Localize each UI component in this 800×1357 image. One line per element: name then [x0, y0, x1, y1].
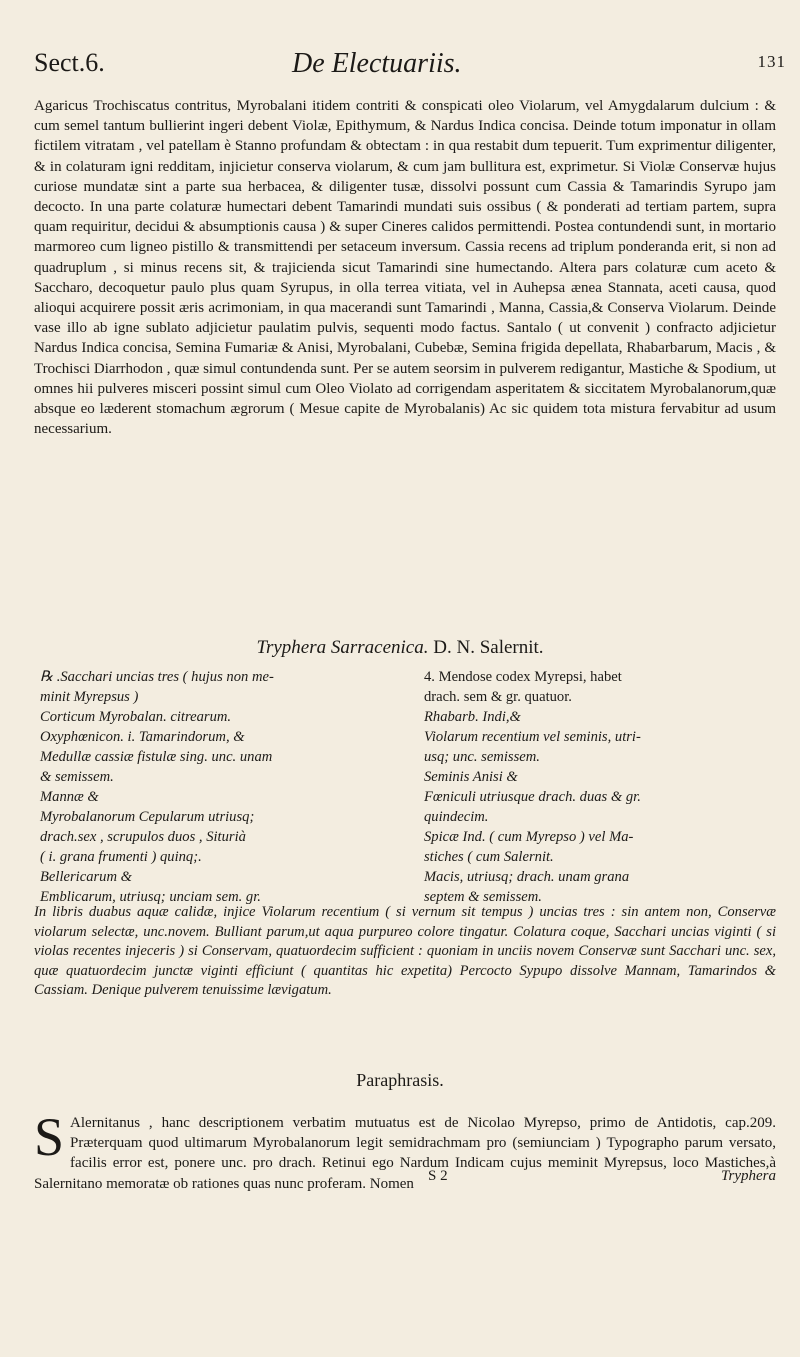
ingredient-line: Bellericarum &	[40, 869, 133, 885]
ingredient-line: Medullæ cassiæ fistulæ sing. unc. unam	[40, 749, 273, 765]
drop-cap: S	[34, 1107, 65, 1167]
ingredient-line: drach.sex , scrupulos duos , Siturià	[40, 829, 246, 845]
ingredient-line: ( i. grana frumenti ) quinq;.	[40, 849, 202, 865]
ingredient-line: Fœniculi utriusque drach. duas & gr.	[424, 789, 641, 805]
ingredient-line: Macis, utriusq; drach. unam grana	[424, 869, 630, 885]
ingredient-line: Rhabarb. Indi,&	[424, 709, 521, 725]
ingredient-line: Emblicarum, utriusq; unciam sem. gr.	[40, 889, 261, 905]
ingredient-line: Myrobalanorum Cepularum utriusq;	[40, 809, 255, 825]
catchword: Tryphera	[720, 1168, 776, 1184]
ingredient-line: Violarum recentium vel seminis, utri-	[424, 729, 641, 745]
ingredient-line: usq; unc. semissem.	[424, 749, 540, 765]
ingredient-line: Mannæ &	[40, 789, 99, 805]
recipe-instructions: In libris duabus aquæ calidæ, injice Violarum recentium ( si vernum sit tempus ) uncias tres : sin antem non, Conservæ violarum selectæ, unc.novem. Bulliant parum,ut aqua purpureo colore tingatur. Colatura coque, Sacchari uncias viginti ( si violas recentes injeceris ) si Conservam, quatuordecim sufficient : quoniam in unciis novem Conservæ sunt Sacchari unc. sex, quæ quatuordecim junctæ viginti efficiunt ( quantitas hic expetita) Percocto Sypupo dissolve Mannam, Tamarindos & Cassiam. Denique pulverem tenuissime lævigatum.	[34, 904, 776, 999]
signature-mark: S 2	[428, 1168, 448, 1184]
ingredient-line: ℞ .Sacchari uncias tres ( hujus non me-	[40, 669, 274, 685]
ingredient-line: stiches ( cum Salernit.	[424, 849, 554, 865]
ingredient-line: & semissem.	[40, 769, 114, 785]
page-number: 131	[757, 52, 786, 71]
ingredient-line: Seminis Anisi &	[424, 769, 518, 785]
preparation-paragraph: Agaricus Trochiscatus contritus, Myrobalani itidem contriti & conspicati oleo Violarum, vel Amygdalarum dulcium : & cum semel tantum bullierint ingeri debent Violæ, Epithymum, & Nardus Indica concisa. Deinde totum imponatur in ollam fictilem vitratam , vel patellam è Stanno profundam & obtectam : in qua restabit dum tepuerit. Tum exprimentur diligenter, & in colaturam igni redditam, injicietur conserva violarum, & cum jam bullitura est, exprimetur. Si Violæ Conservæ hujus curiose mundatæ sint a parte sua herbacea, & diligenter tusæ, dissolvi possunt cum Cassia & Tamarindis Syrupo jam decocto. In una parte colaturæ humectari debent Tamarindi mundati suis ossibus ( & ponderati ad tertiam partem, supra quam requiritur, decidui & absumptionis causa ) & super Cineres calidos permittendi. Postea contundendi sunt, in mortario marmoreo cum ligneo pistillo & transmittendi per setaceum inversum. Cassia recens ad triplum ponderanda erit, si non ad quadruplum , si minus recens sit, & trajicienda sicut Tamarindi sine humectando. Altera pars colaturæ cum aceto & Saccharo, decoquetur paulo plus quam Syrupus, in olla terrea vitiata, vel in Auhepsa ænea Stannata, aceti causa, quod alioqui acquirere possit æris acrimoniam, in qua macerandi sunt Tamarindi , Manna, Cassia,& Conserva Violarum. Deinde vase illo ab igne sublato adjicietur paulatim pulvis, sequenti modo factus. Santalo ( ut convenit ) confracto adjicietur Nardus Indica concisa, Semina Fumariæ & Anisi, Myrobalani, Cubebæ, Semina frigida depellata, Rhabarbarum, Macis , & Trochisci Diarrhodon , quæ simul contundenda sunt. Per se autem seorsim in pulverem redigantur, Mastiche & Spodium, ut omnes hii pulveres misceri possint simul cum Oleo Violato ad corrigendam asperitatem & siccitatem Myrobalanorum,quæ absque eo læderent stomachum ægrorum ( Mesue capite de Myrobalanis) Ac sic quidem tota mistura fervabitur ad usum necessarium.	[34, 98, 776, 438]
ingredients-right-column	[424, 667, 776, 907]
ingredient-line: 4. Mendose codex Myrepsi, habet	[424, 669, 622, 685]
chapter-title: De Electuariis.	[292, 48, 462, 79]
ingredient-line: drach. sem & gr. quatuor.	[424, 689, 572, 705]
paraphrasis-heading: Paraphrasis.	[356, 1070, 444, 1090]
ingredient-line: Oxyphœnicon. i. Tamarindorum, &	[40, 729, 245, 745]
ingredients-left-column	[40, 667, 390, 907]
ingredient-line: Spicæ Ind. ( cum Myrepso ) vel Ma-	[424, 829, 634, 845]
page-footer	[34, 1168, 776, 1192]
section-number: Sect.6.	[34, 48, 105, 77]
ingredient-line: quindecim.	[424, 809, 489, 825]
paraphrasis-text: Alernitanus , hanc descriptionem verbatim mutuatus est de Nicolao Myrepso, primo de Antidotis, cap.209. Præterquam quod ultimarum Myrobalanorum legit semidrachmam pro (semiunciam ) Typographo parum versato, facilis error est, ponere unc. pro drach. Retinui ego Nardum Indicam cujus meminit Myrepsus, loco Mastiches,à Salernitano memoratæ ob rationes quas nunc proferam. Nomen	[34, 1115, 776, 1192]
recipe-name: Tryphera Sarracenica.	[256, 637, 429, 658]
recipe-source: D. N. Salernit.	[433, 637, 544, 658]
ingredient-line: minit Myrepsus )	[40, 689, 139, 705]
ingredient-line: septem & semissem.	[424, 889, 542, 905]
running-head	[34, 48, 786, 88]
recipe-heading	[0, 637, 800, 659]
ingredient-line: Corticum Myrobalan. citrearum.	[40, 709, 232, 725]
